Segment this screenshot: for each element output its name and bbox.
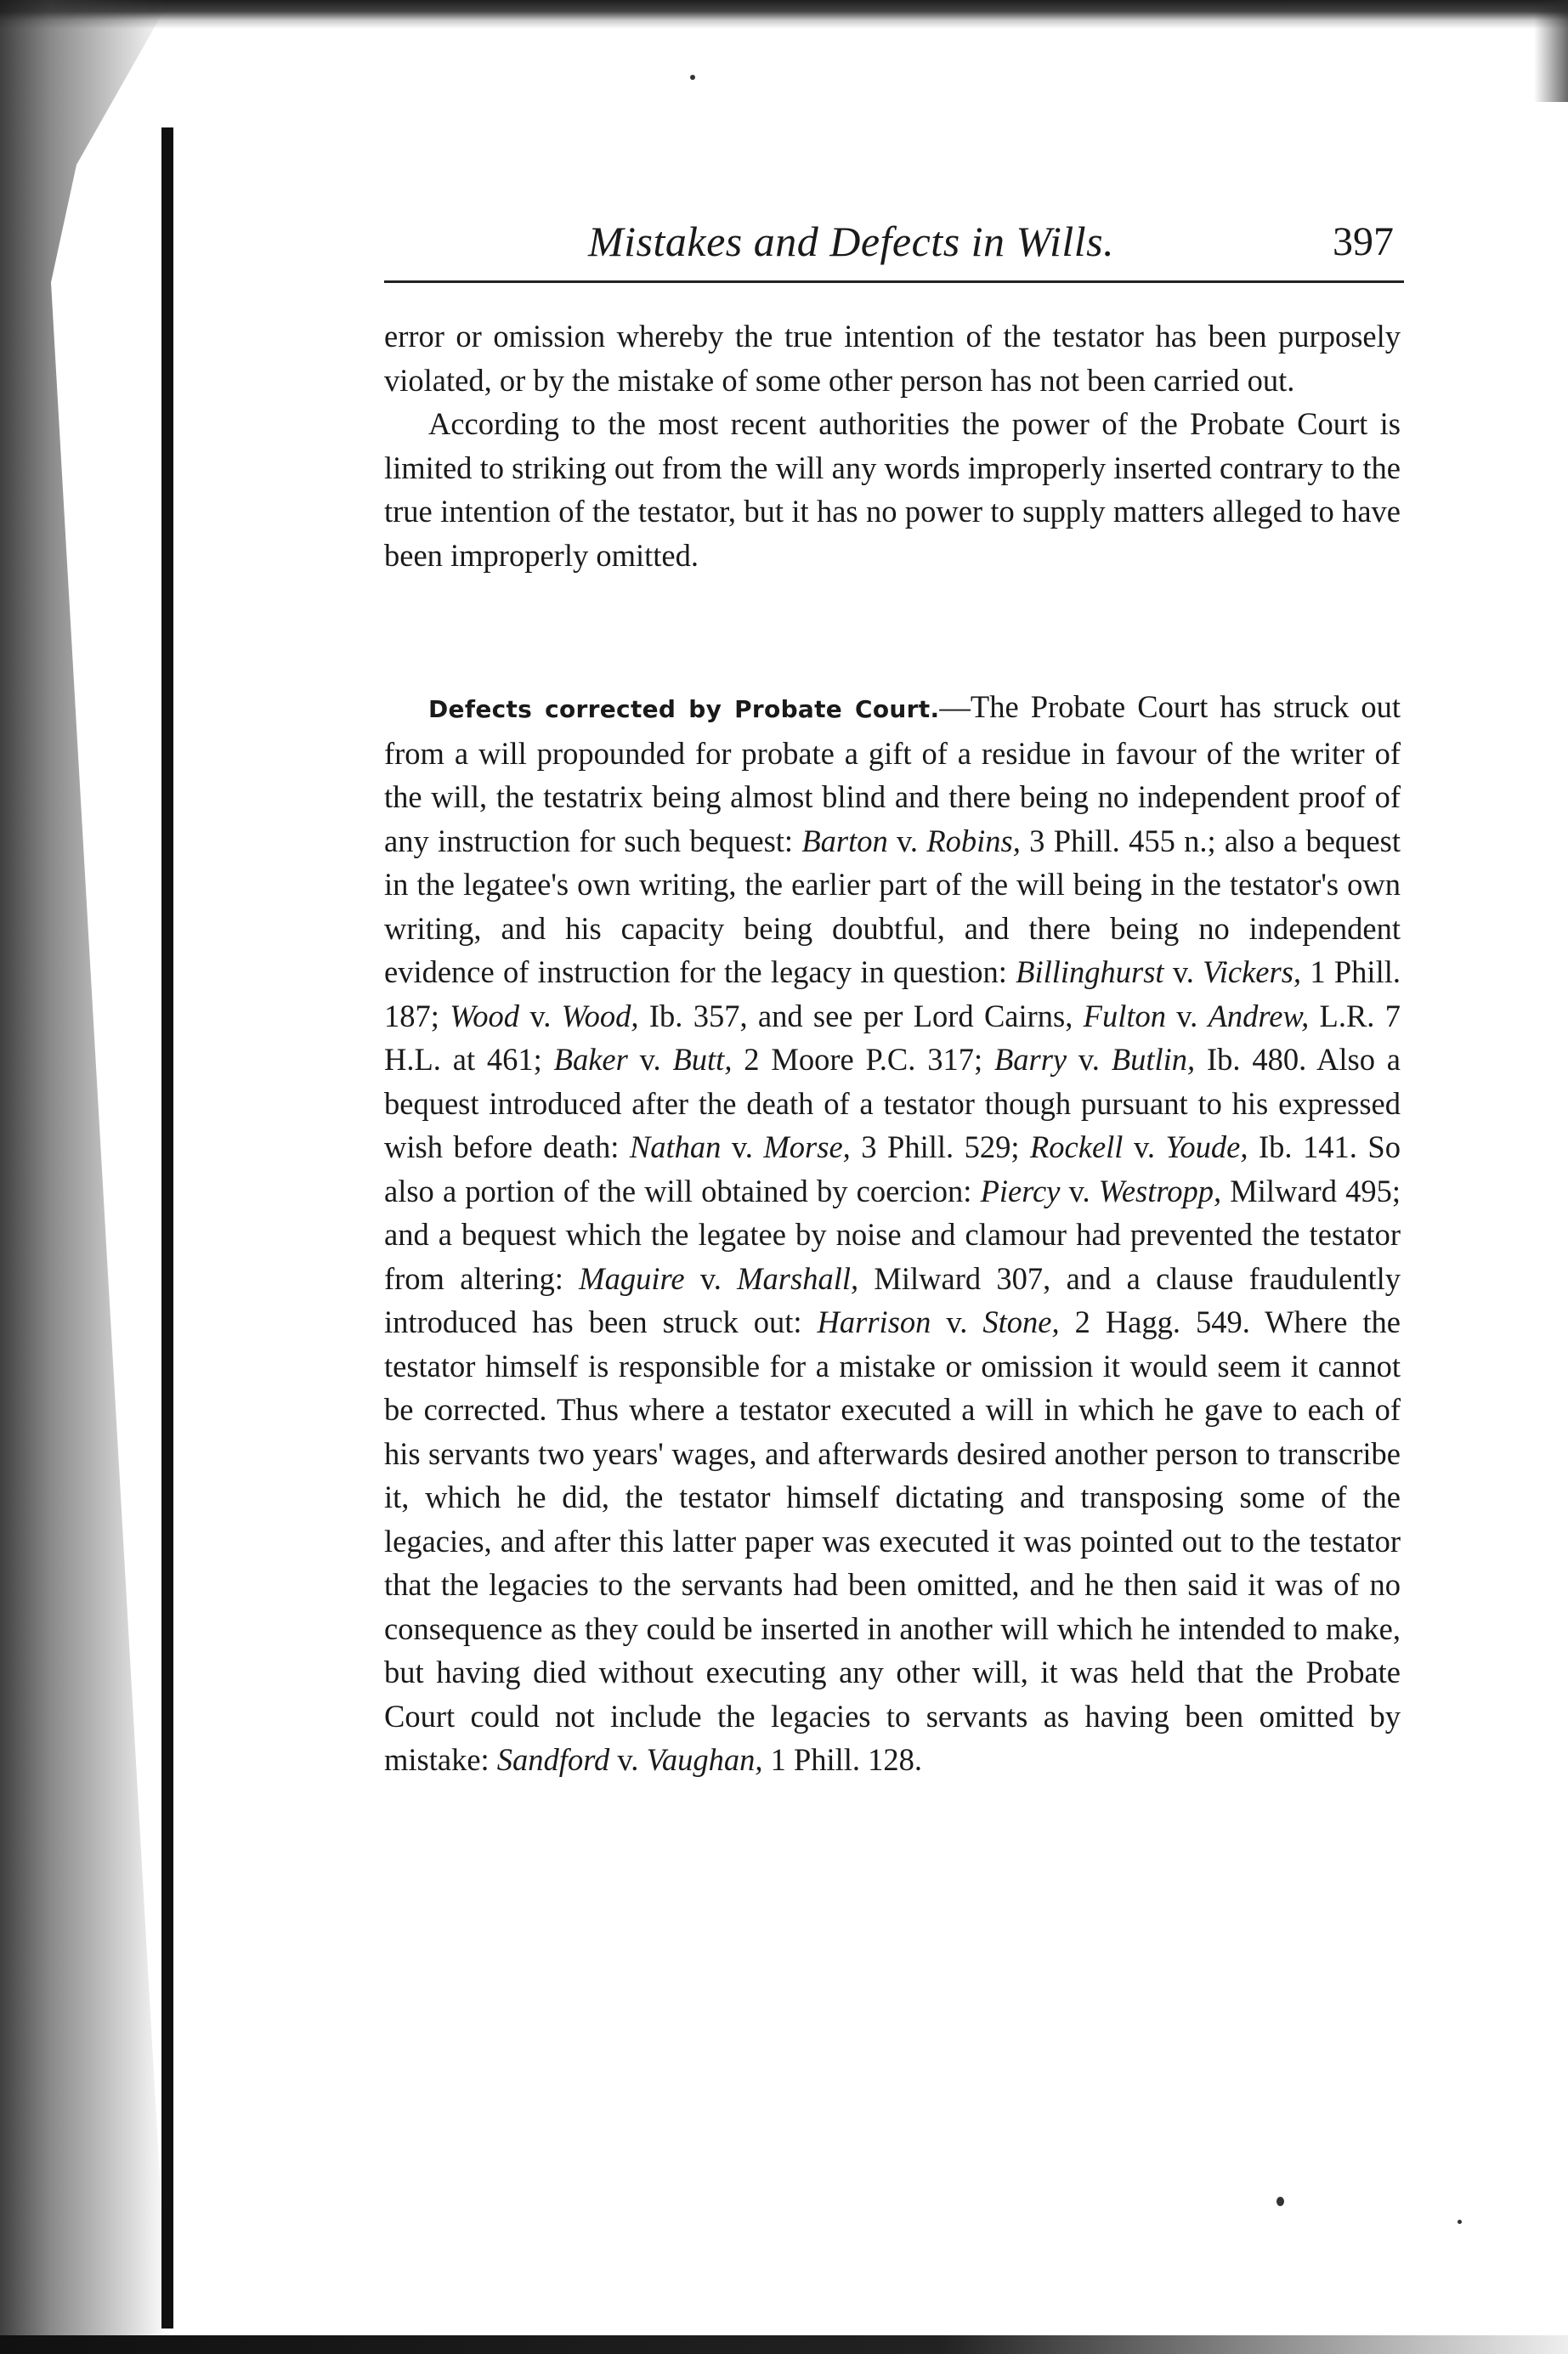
case-name: Wood, <box>561 998 639 1033</box>
case-name: Vaughan, <box>646 1742 763 1777</box>
text-run: 3 Phill. 455 n.; also a bequest in the legatee's own writing, the earlier part of the will being in the testator's own writing, and his capacity being doubtful, and there being no independent evidence of instruction for the legacy in question: <box>384 823 1401 989</box>
text-run: v. <box>1166 998 1209 1033</box>
case-name: Butt, <box>672 1042 733 1077</box>
text-run: v. <box>1123 1129 1166 1164</box>
case-name: Maguire <box>579 1260 685 1296</box>
text-run: v. <box>1067 1042 1112 1077</box>
body-text-top <box>384 314 1401 577</box>
paragraph-authorities: According to the most recent authorities the power of the Probate Court is limited to striking out from the will any words improperly inserted contrary to the true intention of the testator, but it has no power to supply matters alleged to have been improperly omitted. <box>384 406 1401 573</box>
scan-right-edge <box>1534 0 1568 102</box>
case-name: Andrew, <box>1208 998 1310 1033</box>
case-name: Butlin, <box>1111 1042 1196 1077</box>
page-number: 397 <box>1333 219 1394 264</box>
case-name: Barton <box>801 823 888 858</box>
paragraph-continuation: error or omission whereby the true intention of the testator has been purposely violated, or by the mistake of some other person has not been carried out. <box>384 319 1401 398</box>
text-run: —The Probate Court has struck out from a will propounded for probate a gift of a residue in favour of the writer of the will, the testatrix being almost blind and there being no independent proof of any instruction for such bequest: <box>384 689 1401 858</box>
scan-speck <box>1458 2220 1462 2224</box>
case-name: Rockell <box>1030 1129 1124 1164</box>
scan-speck <box>1276 2197 1284 2206</box>
case-name: Baker <box>553 1042 628 1077</box>
case-name: Westropp, <box>1098 1173 1222 1208</box>
scan-bottom-edge <box>0 2335 1568 2354</box>
text-run: Ib. 357, and see per Lord Cairns, <box>638 998 1084 1033</box>
case-name: Harrison <box>817 1304 931 1339</box>
case-name: Vickers, <box>1203 954 1302 989</box>
page-gutter-shadow <box>161 127 173 2329</box>
case-name: Fulton <box>1083 998 1166 1033</box>
case-name: Stone, <box>982 1304 1060 1339</box>
text-run: 1 Phill. 187; <box>384 954 1401 1033</box>
text-run: v. <box>887 823 927 858</box>
running-title: Mistakes and Defects in Wills. <box>588 218 1115 265</box>
text-run: v. <box>721 1129 764 1164</box>
text-run: Ib. 141. So also a portion of the will obtained by coercion: <box>384 1129 1401 1208</box>
case-name: Wood <box>450 998 520 1033</box>
text-run: 2 Moore P.C. 317; <box>732 1042 994 1077</box>
section-heading: Defects corrected by Probate Court. <box>428 695 940 723</box>
case-name: Nathan <box>629 1129 722 1164</box>
case-name: Marshall, <box>737 1260 859 1296</box>
text-run: v. <box>609 1742 647 1777</box>
paragraph-body <box>384 689 1401 1777</box>
text-run: v. <box>1060 1173 1099 1208</box>
text-run: v. <box>1163 954 1203 989</box>
body-text-defects <box>384 685 1401 1782</box>
case-name: Youde, <box>1165 1129 1248 1164</box>
scan-left-edge <box>0 0 170 2354</box>
text-run: 3 Phill. 529; <box>850 1129 1031 1164</box>
case-name: Piercy <box>980 1173 1061 1208</box>
scan-top-edge <box>0 0 1568 29</box>
text-run: v. <box>627 1042 673 1077</box>
text-run: v. <box>519 998 562 1033</box>
scan-speck <box>690 75 695 80</box>
text-run: Milward 495; and a bequest which the legatee by noise and clamour had prevented the testator from altering: <box>384 1173 1401 1296</box>
text-run: Milward 307, and a clause fraudulently introduced has been struck out: <box>384 1260 1401 1339</box>
text-run: 2 Hagg. 549. Where the testator himself is responsible for a mistake or omission it would seem it cannot be corrected. Thus where a testator executed a will in which he gave to each of his servants two years' wages, and afterwards desired another person to transcribe it, which he did, the testator himself dictating and transposing some of the legacies, and after this latter paper was executed it was pointed out to the testator that the legacies to the servants had been omitted, and he then said it was of no consequence as they could be inserted in another will which he intended to make, but having died without executing any other will, it was held that the Probate Court could not include the legacies to servants as having been omitted by mistake: <box>384 1304 1401 1777</box>
case-name: Morse, <box>763 1129 851 1164</box>
paragraph-defects-corrected <box>384 685 1401 1782</box>
header-rule <box>384 280 1404 283</box>
text-run: L.R. 7 H.L. at 461; <box>384 998 1401 1077</box>
text-run: Ib. 480. Also a bequest introduced after the death of a testator though pursuant to his expressed wish before death: <box>384 1042 1401 1164</box>
case-name: Billinghurst <box>1016 954 1164 989</box>
text-run: 1 Phill. 128. <box>762 1742 923 1777</box>
case-name: Robins, <box>926 823 1021 858</box>
running-head <box>384 217 1404 276</box>
case-name: Sandford <box>496 1742 610 1777</box>
case-name: Barry <box>993 1042 1067 1077</box>
text-run: v. <box>931 1304 983 1339</box>
text-run: v. <box>684 1260 738 1296</box>
